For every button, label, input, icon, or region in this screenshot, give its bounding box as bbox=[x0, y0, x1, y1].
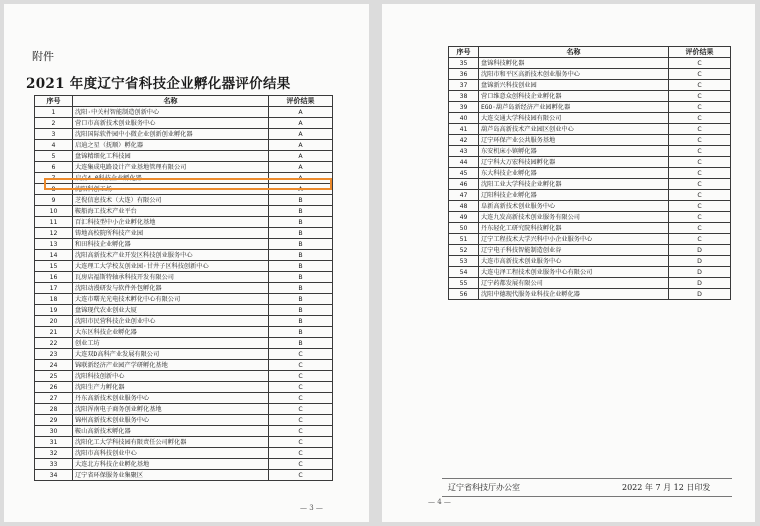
row-name: 辽宁电子科技智能制造创业谷 bbox=[479, 245, 669, 256]
footer-rule-top bbox=[442, 478, 732, 479]
table-row bbox=[35, 415, 333, 426]
row-number: 34 bbox=[35, 470, 73, 481]
row-name: EGO·葫芦岛新经济产业园孵化器 bbox=[479, 102, 669, 113]
row-result: C bbox=[669, 234, 731, 245]
row-result: C bbox=[269, 360, 333, 371]
row-name: 启迪之星（抚顺）孵化器 bbox=[73, 140, 269, 151]
table-row bbox=[449, 245, 731, 256]
row-number: 47 bbox=[449, 190, 479, 201]
attachment-label: 附件 bbox=[32, 50, 54, 63]
row-name: 大连九发高新技术创业服务有限公司 bbox=[479, 212, 669, 223]
row-number: 39 bbox=[449, 102, 479, 113]
row-name: 沈阳国际软件园中小微企业创新创业孵化器 bbox=[73, 129, 269, 140]
row-number: 43 bbox=[449, 146, 479, 157]
row-name: 大连集成电路设计产业基地管理有限公司 bbox=[73, 162, 269, 173]
row-number: 2 bbox=[35, 118, 73, 129]
table-row bbox=[35, 272, 333, 283]
row-number: 15 bbox=[35, 261, 73, 272]
row-name: 大连市曙光光电技术孵化中心有限公司 bbox=[73, 294, 269, 305]
row-result: C bbox=[669, 168, 731, 179]
row-name: 丹东高新技术创业服务中心 bbox=[73, 393, 269, 404]
row-number: 18 bbox=[35, 294, 73, 305]
table-row bbox=[449, 289, 731, 300]
row-result: A bbox=[269, 107, 333, 118]
row-name: 鞍山高新技术孵化器 bbox=[73, 426, 269, 437]
row-result: B bbox=[269, 206, 333, 217]
row-result: C bbox=[269, 393, 333, 404]
row-result: D bbox=[669, 289, 731, 300]
row-number: 4 bbox=[35, 140, 73, 151]
row-number: 51 bbox=[449, 234, 479, 245]
row-number: 26 bbox=[35, 382, 73, 393]
row-result: C bbox=[669, 179, 731, 190]
row-name: 沈阳市和平区高新技术创业服务中心 bbox=[479, 69, 669, 80]
row-result: B bbox=[269, 283, 333, 294]
row-name: 铸地高校院所科技产业园 bbox=[73, 228, 269, 239]
issue-date: 2022 年 7 月 12 日印发 bbox=[622, 483, 711, 492]
document-page-3 bbox=[4, 4, 369, 522]
table-row bbox=[35, 393, 333, 404]
table-row bbox=[35, 107, 333, 118]
table-row bbox=[449, 168, 731, 179]
row-name: 辽宁环保产业公共服务基地 bbox=[479, 135, 669, 146]
row-result: A bbox=[269, 184, 333, 195]
row-number: 17 bbox=[35, 283, 73, 294]
row-result: B bbox=[269, 305, 333, 316]
table-row bbox=[449, 69, 731, 80]
row-result: C bbox=[669, 80, 731, 91]
row-name: 盘锦精细化工科技园 bbox=[73, 151, 269, 162]
row-name: 丹东轻化工研究院科技孵化器 bbox=[479, 223, 669, 234]
row-number: 50 bbox=[449, 223, 479, 234]
row-result: A bbox=[269, 118, 333, 129]
row-name: 沈阳科技创新中心 bbox=[73, 371, 269, 382]
row-result: C bbox=[269, 404, 333, 415]
row-name: 启点4.0科技企业孵化器 bbox=[73, 173, 269, 184]
row-result: C bbox=[269, 437, 333, 448]
row-result: C bbox=[269, 371, 333, 382]
row-number: 14 bbox=[35, 250, 73, 261]
row-name: 鞍船海工技术产业平台 bbox=[73, 206, 269, 217]
row-number: 46 bbox=[449, 179, 479, 190]
row-name: 辽宁省环保服务业集聚区 bbox=[73, 470, 269, 481]
row-name: 锦州高新技术创业服务中心 bbox=[73, 415, 269, 426]
header-no: 序号 bbox=[449, 47, 479, 58]
table-row bbox=[35, 283, 333, 294]
row-number: 29 bbox=[35, 415, 73, 426]
row-number: 38 bbox=[449, 91, 479, 102]
header-name: 名称 bbox=[73, 96, 269, 107]
table-row bbox=[35, 129, 333, 140]
row-number: 10 bbox=[35, 206, 73, 217]
row-result: B bbox=[269, 217, 333, 228]
row-name: 辽阳科技企业孵化器 bbox=[479, 190, 669, 201]
table-row bbox=[35, 228, 333, 239]
header-name: 名称 bbox=[479, 47, 669, 58]
row-result: C bbox=[669, 212, 731, 223]
row-result: B bbox=[269, 239, 333, 250]
table-row bbox=[449, 58, 731, 69]
table-row bbox=[449, 267, 731, 278]
table-row bbox=[35, 162, 333, 173]
row-number: 13 bbox=[35, 239, 73, 250]
table-row bbox=[449, 278, 731, 289]
row-name: 沈阳科创工场 bbox=[73, 184, 269, 195]
row-number: 21 bbox=[35, 327, 73, 338]
row-number: 37 bbox=[449, 80, 479, 91]
table-row bbox=[449, 212, 731, 223]
table-row bbox=[449, 113, 731, 124]
table-row bbox=[35, 195, 333, 206]
row-number: 27 bbox=[35, 393, 73, 404]
page-number: — 4 — bbox=[428, 498, 451, 506]
row-result: C bbox=[269, 448, 333, 459]
table-row bbox=[449, 223, 731, 234]
row-number: 5 bbox=[35, 151, 73, 162]
row-name: 大连理工大学校友创业园·甘井子区科技创新中心 bbox=[73, 261, 269, 272]
row-name: 和田科技企业孵化器 bbox=[73, 239, 269, 250]
table-row bbox=[35, 261, 333, 272]
row-result: B bbox=[269, 316, 333, 327]
table-row bbox=[35, 426, 333, 437]
table-row bbox=[449, 102, 731, 113]
table-row bbox=[35, 305, 333, 316]
row-result: D bbox=[669, 267, 731, 278]
row-name: 盘锦科技孵化器 bbox=[479, 58, 669, 69]
row-result: A bbox=[269, 173, 333, 184]
row-result: B bbox=[269, 228, 333, 239]
row-name: 葫芦岛高新技术产业园区创业中心 bbox=[479, 124, 669, 135]
row-number: 32 bbox=[35, 448, 73, 459]
row-name: 东安机床小镇孵化器 bbox=[479, 146, 669, 157]
row-number: 28 bbox=[35, 404, 73, 415]
table-row bbox=[449, 124, 731, 135]
table-row bbox=[35, 151, 333, 162]
table-row bbox=[35, 360, 333, 371]
row-result: A bbox=[269, 151, 333, 162]
table-row bbox=[449, 190, 731, 201]
row-number: 8 bbox=[35, 184, 73, 195]
row-result: A bbox=[269, 129, 333, 140]
results-table-right bbox=[448, 46, 731, 300]
table-row bbox=[35, 217, 333, 228]
row-result: C bbox=[669, 223, 731, 234]
row-number: 19 bbox=[35, 305, 73, 316]
row-number: 25 bbox=[35, 371, 73, 382]
row-name: 沈阳化工大学科技园有限责任公司孵化器 bbox=[73, 437, 269, 448]
row-number: 49 bbox=[449, 212, 479, 223]
row-result: C bbox=[669, 201, 731, 212]
table-row bbox=[449, 157, 731, 168]
row-result: C bbox=[269, 349, 333, 360]
row-result: C bbox=[669, 146, 731, 157]
row-number: 16 bbox=[35, 272, 73, 283]
table-row bbox=[449, 201, 731, 212]
table-row bbox=[35, 470, 333, 481]
row-number: 7 bbox=[35, 173, 73, 184]
row-name: 创业工坊 bbox=[73, 338, 269, 349]
row-name: 芝倪信息技术（大连）有限公司 bbox=[73, 195, 269, 206]
table-row bbox=[35, 338, 333, 349]
row-name: 沈阳市高科技创业中心 bbox=[73, 448, 269, 459]
table-row bbox=[35, 382, 333, 393]
row-number: 24 bbox=[35, 360, 73, 371]
table-row bbox=[35, 404, 333, 415]
row-result: D bbox=[669, 278, 731, 289]
row-result: D bbox=[669, 256, 731, 267]
row-result: B bbox=[269, 272, 333, 283]
row-result: A bbox=[269, 162, 333, 173]
row-number: 52 bbox=[449, 245, 479, 256]
row-result: C bbox=[669, 135, 731, 146]
table-row bbox=[449, 80, 731, 91]
row-result: C bbox=[669, 113, 731, 124]
row-result: C bbox=[269, 426, 333, 437]
row-result: C bbox=[669, 157, 731, 168]
row-number: 12 bbox=[35, 228, 73, 239]
row-result: C bbox=[269, 459, 333, 470]
row-number: 42 bbox=[449, 135, 479, 146]
row-name: 大连交通大学科技园有限公司 bbox=[479, 113, 669, 124]
row-number: 45 bbox=[449, 168, 479, 179]
row-number: 31 bbox=[35, 437, 73, 448]
table-header-row bbox=[35, 96, 333, 107]
issuer-name: 辽宁省科技厅办公室 bbox=[448, 483, 520, 492]
row-result: D bbox=[669, 245, 731, 256]
row-result: A bbox=[269, 140, 333, 151]
table-row bbox=[449, 135, 731, 146]
row-name: 沈阳动漫研发与软件外包孵化器 bbox=[73, 283, 269, 294]
row-name: 沈阳中德现代服务业科技企业孵化器 bbox=[479, 289, 669, 300]
row-name: 阜新高新技术创业服务中心 bbox=[479, 201, 669, 212]
header-no: 序号 bbox=[35, 96, 73, 107]
row-name: 沈阳浑南电子商务创业孵化基地 bbox=[73, 404, 269, 415]
table-row bbox=[35, 206, 333, 217]
row-number: 11 bbox=[35, 217, 73, 228]
row-result: C bbox=[669, 91, 731, 102]
row-name: 盘锦现代农业创业大厦 bbox=[73, 305, 269, 316]
row-result: C bbox=[269, 415, 333, 426]
row-name: 营口维意众创科技企业孵化器 bbox=[479, 91, 669, 102]
table-row bbox=[449, 91, 731, 102]
row-name: 大连市高新技术创业服务中心 bbox=[479, 256, 669, 267]
row-name: 沈阳市民营科技企业创业中心 bbox=[73, 316, 269, 327]
row-result: C bbox=[669, 102, 731, 113]
document-title: 2021 年度辽宁省科技企业孵化器评价结果 bbox=[26, 76, 291, 92]
row-number: 40 bbox=[449, 113, 479, 124]
row-name: 沈阳·中关村智能制造创新中心 bbox=[73, 107, 269, 118]
table-row bbox=[35, 459, 333, 470]
row-result: B bbox=[269, 195, 333, 206]
row-number: 56 bbox=[449, 289, 479, 300]
row-result: C bbox=[669, 124, 731, 135]
row-name: 大连北方科技企业孵化基地 bbox=[73, 459, 269, 470]
results-table-left bbox=[34, 95, 333, 481]
row-number: 1 bbox=[35, 107, 73, 118]
row-number: 9 bbox=[35, 195, 73, 206]
row-result: C bbox=[669, 69, 731, 80]
table-row bbox=[449, 256, 731, 267]
row-name: 沈阳工业大学科技企业孵化器 bbox=[479, 179, 669, 190]
table-row bbox=[35, 294, 333, 305]
row-name: 辽宁药都发展有限公司 bbox=[479, 278, 669, 289]
row-result: C bbox=[669, 190, 731, 201]
row-name: 瓦房店福斯特轴承科技开发有限公司 bbox=[73, 272, 269, 283]
row-number: 30 bbox=[35, 426, 73, 437]
row-number: 44 bbox=[449, 157, 479, 168]
row-number: 41 bbox=[449, 124, 479, 135]
row-result: B bbox=[269, 261, 333, 272]
table-header-row bbox=[449, 47, 731, 58]
table-row bbox=[35, 448, 333, 459]
row-result: B bbox=[269, 327, 333, 338]
row-result: B bbox=[269, 294, 333, 305]
row-number: 23 bbox=[35, 349, 73, 360]
row-number: 53 bbox=[449, 256, 479, 267]
table-row bbox=[35, 349, 333, 360]
table-row bbox=[35, 316, 333, 327]
row-number: 33 bbox=[35, 459, 73, 470]
page-number: — 3 — bbox=[300, 504, 323, 512]
row-name: 沈阳高新技术产业开发区科技创业服务中心 bbox=[73, 250, 269, 261]
row-name: 辽宁工程技术大学兴科中小企业服务中心 bbox=[479, 234, 669, 245]
table-row bbox=[449, 234, 731, 245]
header-result: 评价结果 bbox=[269, 96, 333, 107]
row-name: 大连双D高科产业发展有限公司 bbox=[73, 349, 269, 360]
row-name: 锦联新经济产业园产学研孵化基地 bbox=[73, 360, 269, 371]
row-number: 55 bbox=[449, 278, 479, 289]
table-row bbox=[35, 327, 333, 338]
row-number: 35 bbox=[449, 58, 479, 69]
row-result: B bbox=[269, 338, 333, 349]
row-name: 大东区科技企业孵化器 bbox=[73, 327, 269, 338]
row-number: 6 bbox=[35, 162, 73, 173]
document-page-4 bbox=[382, 4, 755, 522]
row-result: C bbox=[269, 470, 333, 481]
row-number: 48 bbox=[449, 201, 479, 212]
header-result: 评价结果 bbox=[669, 47, 731, 58]
table-row bbox=[35, 437, 333, 448]
table-row bbox=[35, 371, 333, 382]
row-number: 22 bbox=[35, 338, 73, 349]
table-row bbox=[449, 146, 731, 157]
table-row bbox=[35, 239, 333, 250]
highlight-box-row-7 bbox=[44, 178, 332, 190]
row-number: 54 bbox=[449, 267, 479, 278]
row-number: 36 bbox=[449, 69, 479, 80]
table-row bbox=[35, 118, 333, 129]
row-result: C bbox=[269, 382, 333, 393]
table-row bbox=[449, 179, 731, 190]
row-name: 辽宁科大万宏科技园孵化器 bbox=[479, 157, 669, 168]
row-name: 东大科技企业孵化器 bbox=[479, 168, 669, 179]
row-result: C bbox=[669, 58, 731, 69]
row-name: 大连屯泽工程技术创业服务中心有限公司 bbox=[479, 267, 669, 278]
table-row bbox=[35, 140, 333, 151]
row-name: 沈阳生产力孵化器 bbox=[73, 382, 269, 393]
row-number: 20 bbox=[35, 316, 73, 327]
row-name: 百汇科技型中小企业孵化基地 bbox=[73, 217, 269, 228]
row-number: 3 bbox=[35, 129, 73, 140]
row-name: 盘锦新兴科技创业园 bbox=[479, 80, 669, 91]
row-result: B bbox=[269, 250, 333, 261]
table-row bbox=[35, 250, 333, 261]
row-name: 营口市高新技术创业服务中心 bbox=[73, 118, 269, 129]
footer-rule-bottom bbox=[442, 496, 732, 497]
